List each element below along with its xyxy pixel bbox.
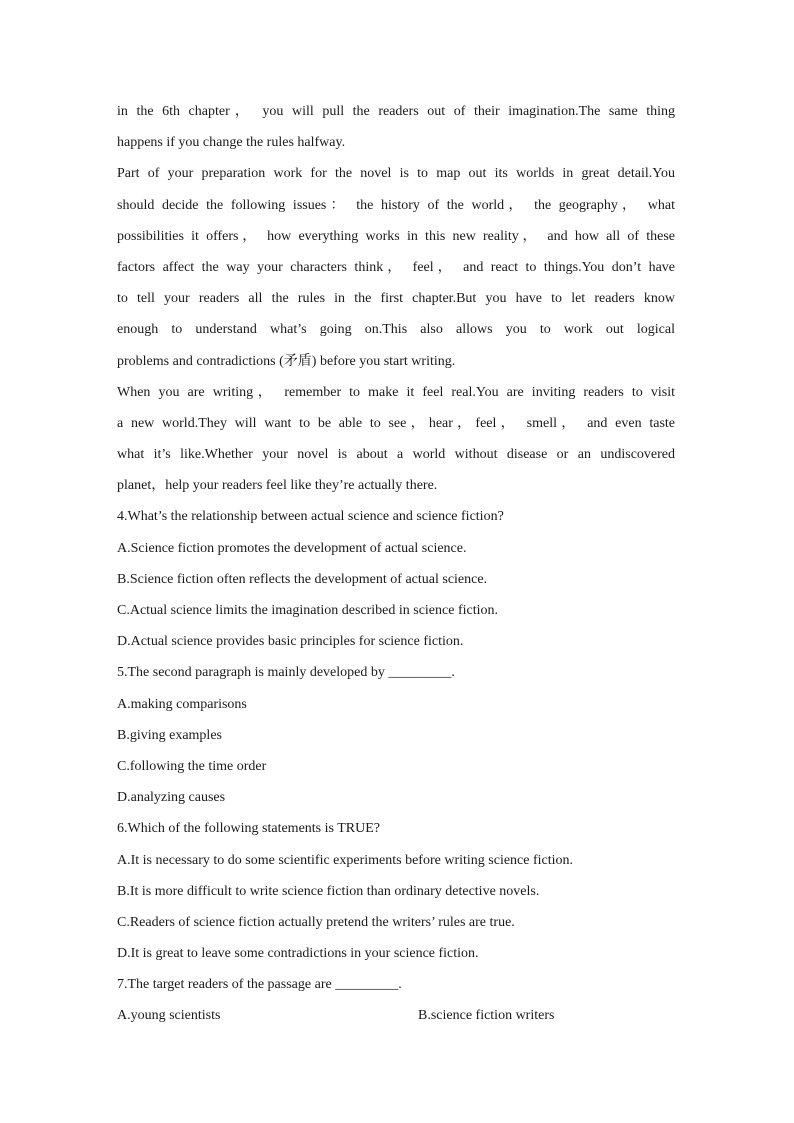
text-line: Part of your preparation work for the novel is to map out its worlds in great detail.You — [117, 166, 675, 182]
option-a: A.making comparisons — [117, 696, 247, 712]
passage-paragraph-1 — [117, 100, 675, 162]
text-line: what it’s like.Whether your novel is about a world without disease or an undiscovered — [117, 447, 675, 463]
text-line: happens if you change the rules halfway. — [117, 135, 346, 151]
question-stem: 7.The target readers of the passage are _________. — [117, 977, 402, 993]
question-4 — [117, 505, 675, 661]
document-page — [117, 100, 675, 1036]
text-line: enough to understand what’s going on.This also allows you to work out logical — [117, 322, 675, 338]
text-line: possibilities it offers， how everything works in this new reality， and how all of these — [117, 228, 675, 244]
option-a: A.It is necessary to do some scientific experiments before writing science fiction. — [117, 852, 574, 868]
option-d: D.Actual science provides basic principles for science fiction. — [117, 634, 464, 650]
text-line: to tell your readers all the rules in the first chapter.But you have to let readers know — [117, 291, 675, 307]
option-a: A.Science fiction promotes the development of actual science. — [117, 540, 467, 556]
option-b: B.giving examples — [117, 727, 222, 743]
option-b: B.Science fiction often reflects the development of actual science. — [117, 571, 488, 587]
question-6 — [117, 817, 675, 973]
option-d: D.analyzing causes — [117, 790, 226, 806]
option-b: B.It is more difficult to write science fiction than ordinary detective novels. — [117, 883, 540, 899]
text-line: should decide the following issues： the history of the world， the geography， what — [117, 197, 675, 213]
option-c: C.Actual science limits the imagination described in science fiction. — [117, 603, 498, 618]
question-stem: 6.Which of the following statements is TRUE? — [117, 821, 380, 837]
question-stem: 4.What’s the relationship between actual science and science fiction? — [117, 509, 504, 525]
passage-paragraph-2 — [117, 162, 675, 380]
text-line: problems and contradictions (矛盾) before you start writing. — [117, 353, 456, 369]
option-d: D.It is great to leave some contradictions in your science fiction. — [117, 946, 479, 962]
question-5 — [117, 661, 675, 817]
options-row — [117, 1004, 675, 1035]
text-line: When you are writing， remember to make it feel real.You are inviting readers to visit — [117, 384, 675, 400]
option-c: C.Readers of science fiction actually pretend the writers’ rules are true. — [117, 914, 515, 930]
question-7 — [117, 973, 675, 1035]
text-line: in the 6th chapter， you will pull the readers out of their imagination.The same thing — [117, 104, 675, 119]
text-line: planet，help your readers feel like they’re actually there. — [117, 478, 438, 494]
passage-paragraph-3 — [117, 381, 675, 506]
question-stem: 5.The second paragraph is mainly developed by _________. — [117, 665, 455, 681]
text-line: a new world.They will want to be able to see，hear，feel， smell， and even taste — [117, 415, 675, 431]
option-c: C.following the time order — [117, 758, 267, 774]
text-line: factors affect the way your characters think， feel， and react to things.You don’t have — [117, 259, 675, 275]
option-b: B.science fiction writers — [418, 1008, 555, 1024]
option-a: A.young scientists — [117, 1008, 221, 1024]
